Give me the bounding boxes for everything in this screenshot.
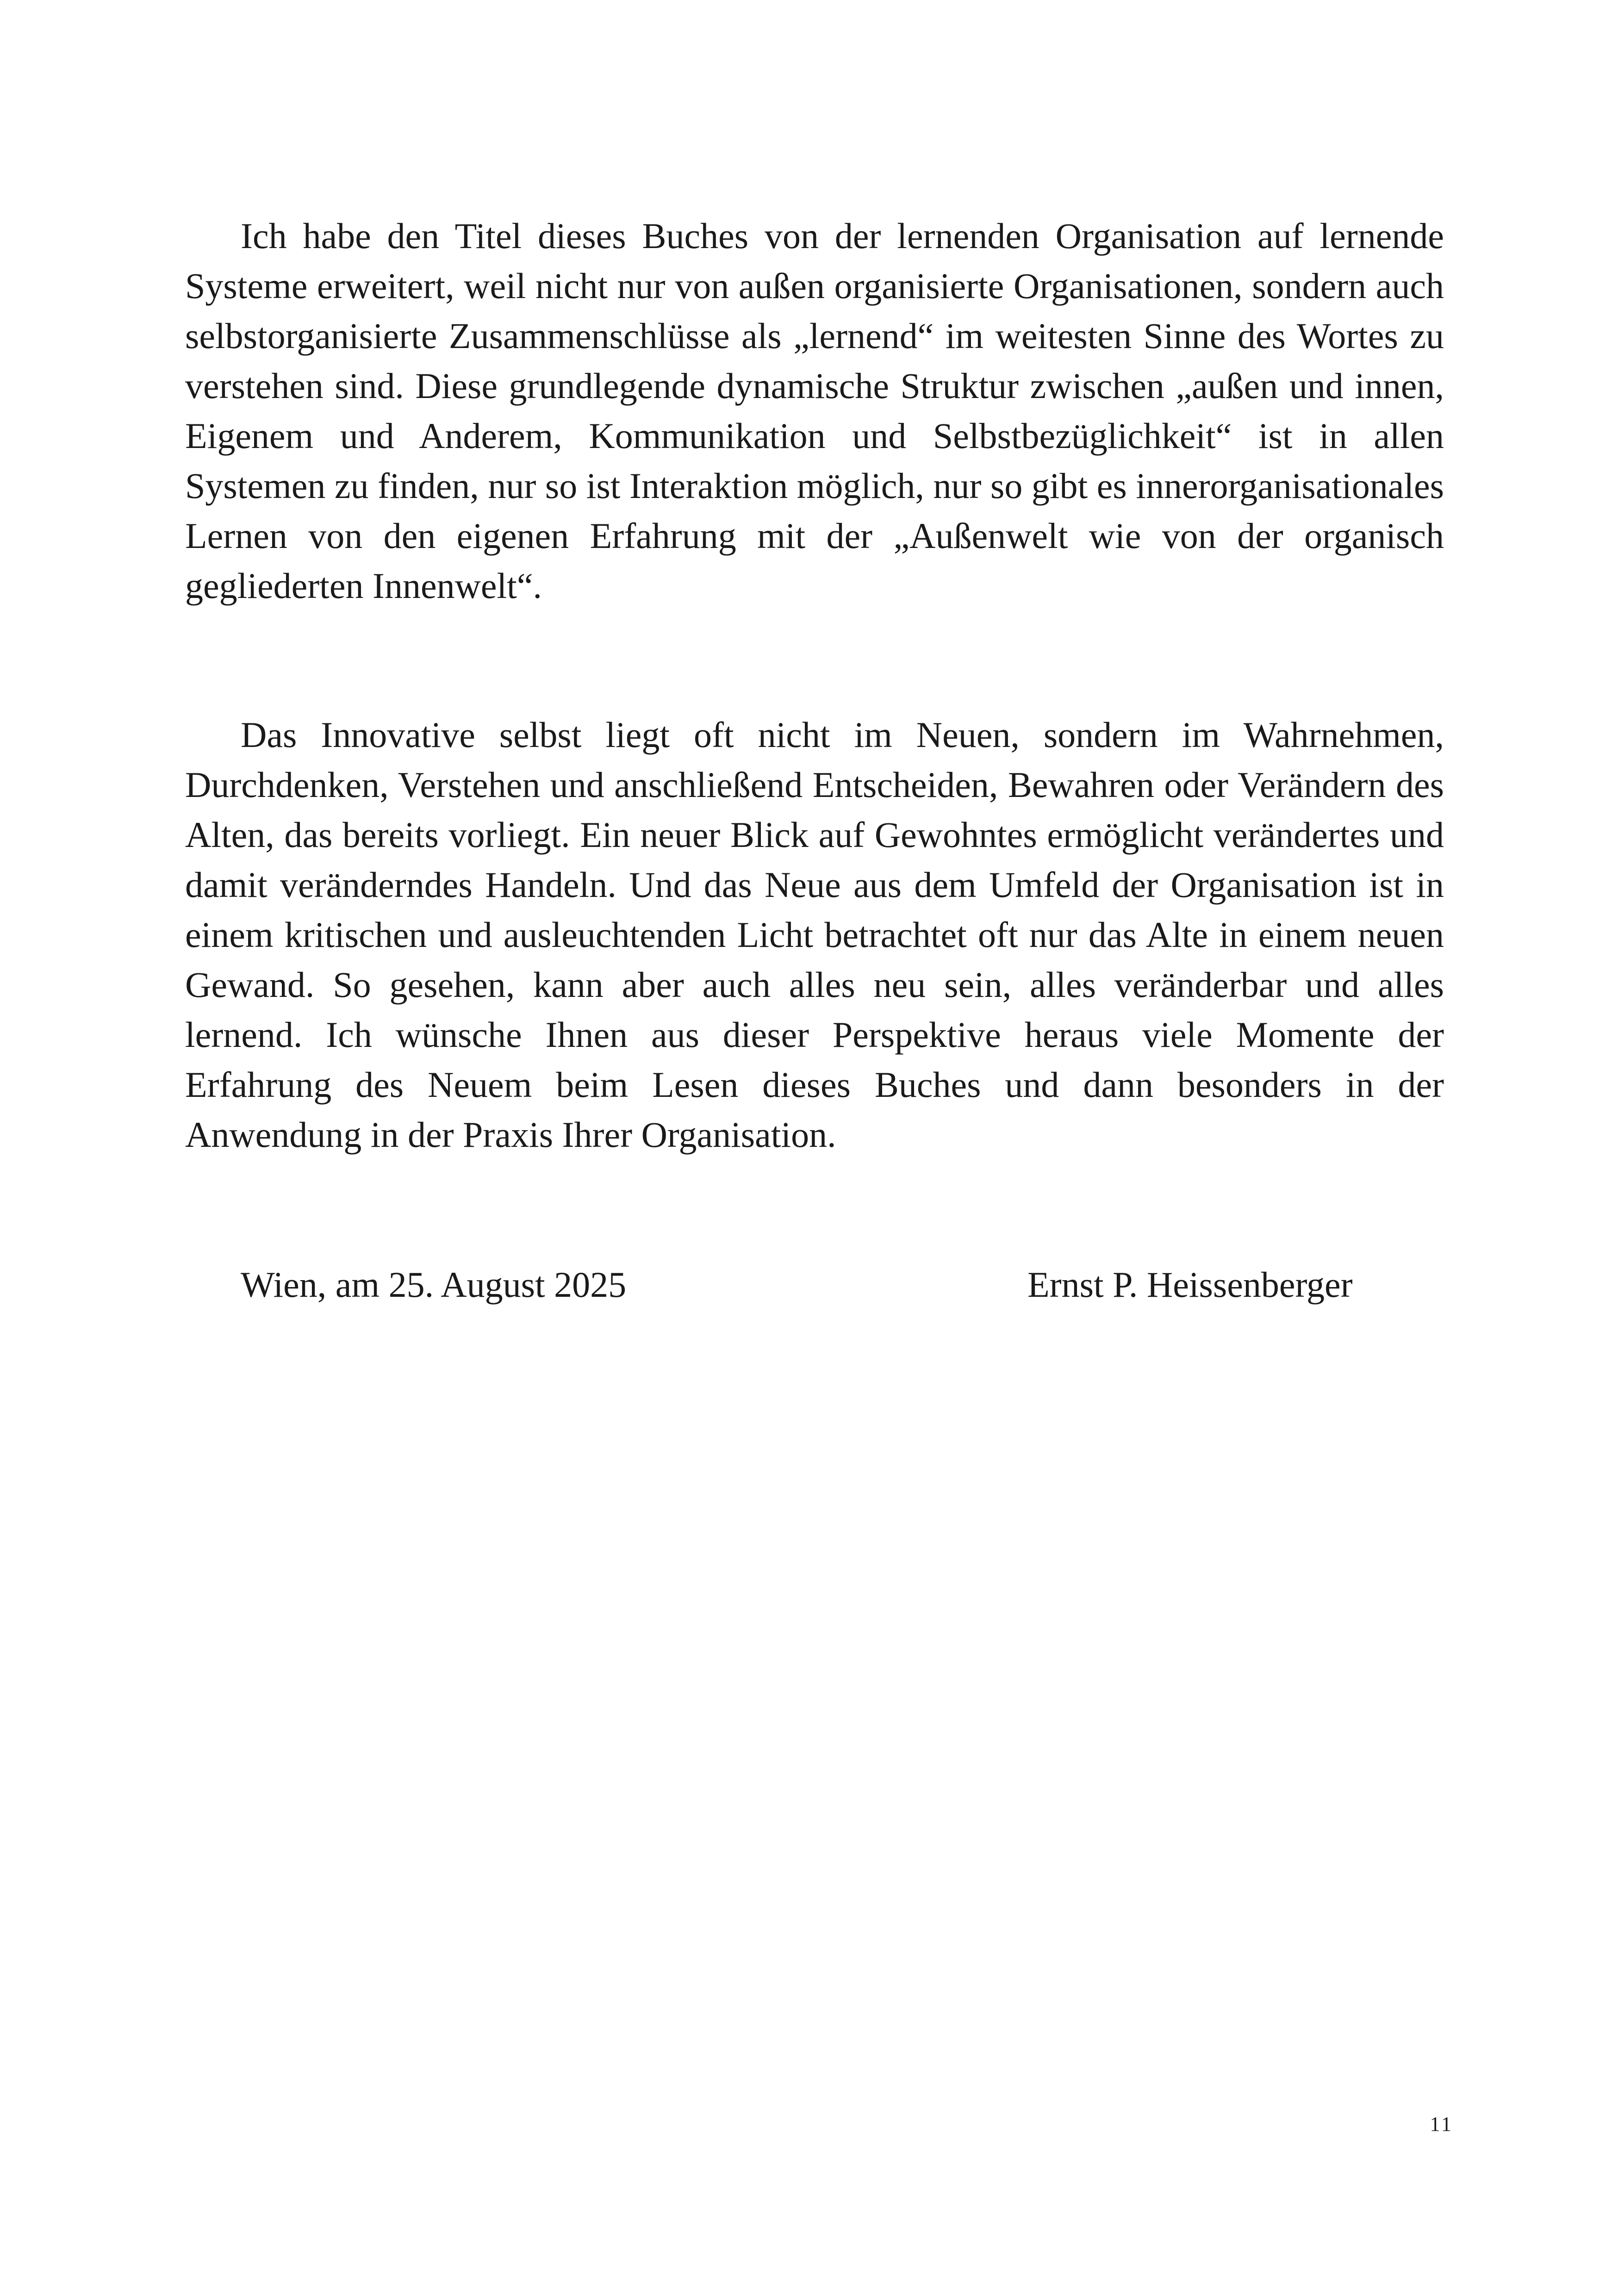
page-number: 11 [1430,2113,1453,2135]
signature-line [241,1260,1361,1315]
place-and-date: Wien, am 25. August 2025 [241,1264,627,1305]
author-name: Ernst P. Heissenberger [1027,1264,1353,1305]
body-paragraph: Das Innovative selbst liegt oft nicht im Neuen, sondern im Wahrnehmen, Durchdenken, Verstehen und anschließend Entscheiden, Bewahren oder Verändern des Alten, das bereits vorliegt. Ein neuer Blick auf Gewohntes ermöglicht verändertes und damit veränderndes Handeln. Und das Neue aus dem Umfeld der Organisation ist in einem kritischen und ausleuchtenden Licht betrachtet oft nur das Alte in einem neuen Gewand. So gesehen, kann aber auch alles neu sein, alles veränderbar und alles lernend. Ich wünsche Ihnen aus dieser Perspektive heraus viele Momente der Erfahrung des Neuem beim Lesen dieses Buches und dann besonders in der Anwendung in der Praxis Ihrer Organisation. [185,715,1444,1155]
body-paragraph: Ich habe den Titel dieses Buches von der lernenden Organisation auf lernende Systeme erweitert, weil nicht nur von außen organisierte Organisationen, sondern auch selbstorganisierte Zusammenschlüsse als „lernend“ im weitesten Sinne des Wortes zu verstehen sind. Diese grundlegende dynamische Struktur zwischen „außen und innen, Eigenem und Anderem, Kommunikation und Selbstbezüglichkeit“ ist in allen Systemen zu finden, nur so ist Interaktion möglich, nur so gibt es innerorganisationales Lernen von den eigenen Erfahrung mit der „Außenwelt wie von der organisch gegliederten Innenwelt“. [185,216,1444,606]
